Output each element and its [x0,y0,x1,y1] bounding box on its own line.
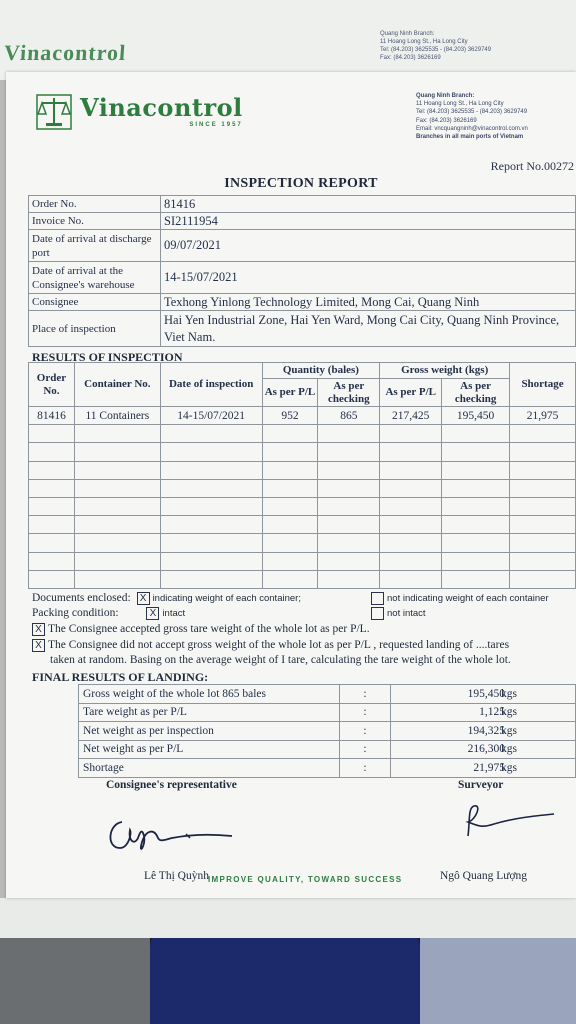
packing-not-intact-row [368,607,426,620]
cell-gross-checking: 195,450 [442,407,510,425]
table-row [29,425,576,443]
back-branch-line: Fax: (84.203) 3626169 [380,55,441,61]
back-branch-line: Quang Ninh Branch: [380,31,435,37]
arrival-port-label: Date of arrival at discharge port [29,230,161,262]
surveyor-name: Ngô Quang Lượng [440,870,528,882]
checkbox-indicating-weight[interactable]: X [137,592,150,605]
final-colon: : [340,740,391,759]
cell-qty-checking: 865 [318,407,380,425]
final-unit: kgs [501,706,517,719]
table-row [29,497,576,515]
not-accepted-text-2: taken at random. Basing on the average weight of I tare, calculating the tare weight of the whole lot. [50,654,511,666]
col-quantity: Quantity (bales) [262,363,380,379]
table-row [29,479,576,497]
arrival-warehouse-label: Date of arrival at the Consignee's warehouse [29,262,161,294]
order-no-value: 81416 [161,196,576,213]
col-qty-checking: As per checking [318,379,380,407]
final-label: Net weight as per inspection [79,722,340,741]
branch-tel: Tel: (84.203) 3625535 - (84.203) 3629749 [416,109,528,116]
cell-shortage: 21,975 [510,407,576,425]
not-accepted-row-2 [50,654,511,666]
branch-fax: Fax: (84.203) 3626169 [416,117,477,124]
final-label: Net weight as per P/L [79,740,340,759]
results-heading: RESULTS OF INSPECTION [32,350,183,364]
surveyor-signature [454,800,564,840]
packing-row [32,607,185,620]
final-label: Gross weight of the whole lot 865 bales [79,685,340,704]
checkbox-intact[interactable]: X [146,607,159,620]
consignee-signature [102,812,242,858]
table-row [29,534,576,552]
final-value: 21,975 [473,761,505,774]
cell-qty-pl: 952 [262,407,318,425]
invoice-no-value: SI2111954 [161,213,576,230]
table-row [29,443,576,461]
background-light [420,930,576,1024]
option-indicating-weight: indicating weight of each container; [152,593,301,605]
order-no-label: Order No. [29,196,161,213]
back-branch-line: Tel: (84.203) 3625535 - (84.203) 3629749 [380,47,492,53]
arrival-warehouse-value: 14-15/07/2021 [161,262,576,294]
documents-not-indicating-row [368,592,549,605]
final-label: Shortage [79,759,340,778]
final-colon: : [340,759,391,778]
consignee-value: Texhong Yinlong Technology Limited, Mong Cai, Quang Ninh [161,294,576,311]
option-intact: intact [162,608,186,620]
cell-date: 14-15/07/2021 [160,407,262,425]
back-branch-line: 11 Hoang Long St., Ha Long City [380,39,468,45]
packing-label: Packing condition: [32,607,119,620]
accepted-row [32,623,370,636]
checkbox-not-intact[interactable] [371,607,384,620]
col-shortage: Shortage [510,363,576,407]
final-unit: kgs [501,724,517,737]
col-order-no: Order No. [29,363,75,407]
scales-logo-icon [36,94,72,130]
final-colon: : [340,685,391,704]
table-row [79,759,576,778]
col-date: Date of inspection [160,363,262,407]
report-title: INSPECTION REPORT [224,176,378,191]
final-results-table [78,684,576,778]
not-accepted-row [32,639,509,652]
table-row [79,722,576,741]
col-gross-pl: As per P/L [380,379,442,407]
paper-under-strip [0,898,576,938]
cell-order: 81416 [29,407,75,425]
table-row [29,461,576,479]
option-not-indicating-weight: not indicating weight of each container [387,593,549,605]
branch-title: Quang Ninh Branch: [416,93,475,99]
cell-gross-pl: 217,425 [380,407,442,425]
table-row [29,407,576,425]
final-results-heading: FINAL RESULTS OF LANDING: [32,670,209,684]
place-label: Place of inspection [29,311,161,347]
consignee-name: Lê Thị Quỳnh [144,870,209,882]
back-branch-info [380,30,491,62]
final-value: 216,300 [467,743,505,756]
checkbox-accepted[interactable]: X [32,623,45,636]
arrival-port-value: 09/07/2021 [161,230,576,262]
report-number: Report No.00272 [490,159,574,173]
table-row [29,516,576,534]
final-value: 1,125 [479,706,505,719]
accepted-text: The Consignee accepted gross tare weight of the whole lot as per P/L. [48,623,370,636]
final-label: Tare weight as per P/L [79,703,340,722]
table-row [29,570,576,588]
results-table [28,362,576,589]
documents-enclosed-label: Documents enclosed: [32,592,131,605]
final-value: 195,450 [467,687,505,700]
back-sheet [0,0,576,80]
col-gross-checking: As per checking [442,379,510,407]
branch-email: Email: vncquangninh@vinacontrol.com.vn [416,125,528,132]
consignee-label: Consignee [29,294,161,311]
final-unit: kgs [501,743,517,756]
final-value: 194,325 [467,724,505,737]
table-row [79,685,576,704]
surveyor-signature-title: Surveyor [458,779,504,791]
branch-info [416,92,528,141]
table-row [79,703,576,722]
inspection-report-page [6,72,576,898]
col-qty-pl: As per P/L [262,379,318,407]
col-gross: Gross weight (kgs) [380,363,510,379]
back-logo: Vinacontrol [3,40,128,65]
col-container-no: Container No. [74,363,160,407]
final-colon: : [340,703,391,722]
invoice-no-label: Invoice No. [29,213,161,230]
cell-container: 11 Containers [74,407,160,425]
order-info-table [28,195,576,347]
consignee-signature-title: Consignee's representative [106,779,237,791]
final-colon: : [340,722,391,741]
branch-address: 11 Hoang Long St., Ha Long City [416,101,504,108]
company-slogan: IMPROVE QUALITY, TOWARD SUCCESS [208,875,403,884]
option-not-intact: not intact [387,608,426,620]
final-unit: kgs [501,687,517,700]
not-accepted-text: The Consignee did not accept gross weight of the whole lot as per P/L , requested landing of ....tares [48,639,510,652]
place-value: Hai Yen Industrial Zone, Hai Yen Ward, Mong Cai City, Quang Ninh Province, Viet Nam. [161,311,576,347]
final-unit: kgs [501,761,517,774]
logo-name: Vinacontrol [80,93,243,122]
logo-since: SINCE 1957 [189,122,243,128]
checkbox-not-indicating-weight[interactable] [371,592,384,605]
checkbox-not-accepted[interactable]: X [32,639,45,652]
table-row [79,740,576,759]
documents-enclosed-row [32,592,301,605]
table-row [29,552,576,570]
branch-note: Branches in all main ports of Vietnam [416,134,524,141]
vinacontrol-logo [36,94,243,130]
